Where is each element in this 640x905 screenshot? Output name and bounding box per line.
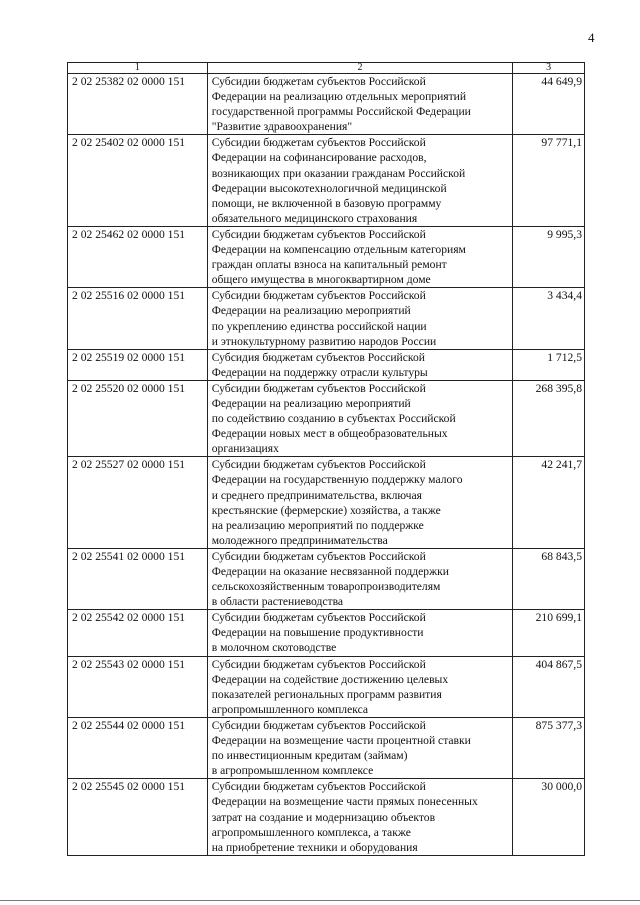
column-number-row [68, 63, 585, 74]
amount-cell: 42 241,7 [513, 457, 585, 549]
description-line: затрат на создание и модернизацию объектов [211, 810, 436, 824]
description-cell [207, 717, 513, 778]
column-number-3: 3 [513, 63, 585, 74]
description-line: агропромышленного комплекса [211, 702, 369, 716]
description-line: Субсидии бюджетам субъектов Российской [211, 136, 426, 150]
description-line: Федерации на реализацию мероприятий [211, 304, 411, 318]
amount-cell: 210 699,1 [513, 610, 585, 656]
amount-cell: 404 867,5 [513, 656, 585, 717]
description-line: показателей региональных программ развития [211, 687, 442, 701]
description-line: Федерации на повышение продуктивности [211, 626, 424, 640]
description-line: Федерации на оказание несвязанной поддержки [211, 565, 449, 578]
description-line: государственной программы Российской Федерации [211, 105, 471, 119]
description-line: и этнокультурному развитию народов России [211, 334, 437, 348]
table-row [68, 548, 585, 609]
description-cell [207, 226, 513, 287]
description-line: агропромышленного комплекса, а также [211, 825, 411, 839]
table-row [68, 656, 585, 717]
description-line: Федерации на содействие достижению целевых [211, 672, 449, 686]
description-line: в агропромышленном комплексе [211, 764, 374, 778]
description-line: Федерации на реализацию мероприятий [211, 396, 411, 410]
description-line: "Развитие здравоохранения" [211, 120, 353, 134]
description-line: Субсидии бюджетам субъектов Российской [211, 75, 426, 88]
description-line: на приобретение техники и оборудования [211, 840, 418, 854]
description-line: сельскохозяйственным товаропроизводителям [211, 580, 441, 594]
table-row [68, 226, 585, 287]
description-line: возникающих при оказании гражданам Российской [211, 166, 466, 180]
budget-code-cell: 2 02 25382 02 0000 151 [68, 74, 208, 135]
description-line: Федерации высокотехнологичной медицинской [211, 181, 447, 195]
amount-cell: 875 377,3 [513, 717, 585, 778]
description-line: организациях [211, 442, 279, 456]
amount-cell: 3 434,4 [513, 288, 585, 349]
table-row [68, 349, 585, 380]
amount-cell: 68 843,5 [513, 548, 585, 609]
description-line: Субсидии бюджетам субъектов Российской [211, 611, 426, 625]
description-line: Субсидия бюджетам субъектов Российской [211, 350, 425, 364]
table-row [68, 135, 585, 227]
description-line: граждан оплаты взноса на капитальный ремонт [211, 258, 447, 272]
budget-code-cell: 2 02 25516 02 0000 151 [68, 288, 208, 349]
description-cell [207, 656, 513, 717]
budget-code-cell: 2 02 25542 02 0000 151 [68, 610, 208, 656]
budget-code-cell: 2 02 25545 02 0000 151 [68, 779, 208, 855]
description-line: и среднего предпринимательства, включая [211, 488, 422, 502]
table-row [68, 288, 585, 349]
description-line: Федерации на реализацию отдельных мероприятий [211, 90, 467, 104]
description-line: по инвестиционным кредитам (займам) [211, 749, 408, 763]
budget-code-cell: 2 02 25543 02 0000 151 [68, 656, 208, 717]
table-row [68, 779, 585, 855]
description-cell [207, 548, 513, 609]
scan-edge-line [0, 900, 640, 901]
budget-code-cell: 2 02 25402 02 0000 151 [68, 135, 208, 227]
description-line: Федерации на возмещение части процентной ставки [211, 734, 471, 748]
description-line: по содействию созданию в субъектах Российской [211, 412, 456, 426]
description-line: в молочном скотоводстве [211, 641, 337, 655]
description-line: Федерации на поддержку отрасли культуры [211, 365, 428, 379]
budget-code-cell: 2 02 25541 02 0000 151 [68, 548, 208, 609]
budget-code-cell: 2 02 25519 02 0000 151 [68, 349, 208, 380]
table-row [68, 457, 585, 549]
description-line: Субсидии бюджетам субъектов Российской [211, 289, 426, 303]
description-line: молодежного предпринимательства [211, 533, 388, 547]
description-line: Субсидии бюджетам субъектов Российской [211, 381, 426, 395]
description-cell [207, 349, 513, 380]
description-line: Федерации на компенсацию отдельным категориям [211, 243, 466, 257]
table-row [68, 380, 585, 456]
amount-cell: 1 712,5 [513, 349, 585, 380]
description-cell [207, 610, 513, 656]
budget-code-cell: 2 02 25520 02 0000 151 [68, 380, 208, 456]
description-line: по укреплению единства российской нации [211, 319, 427, 333]
description-cell [207, 288, 513, 349]
amount-cell: 9 995,3 [513, 226, 585, 287]
page-number: 4 [588, 30, 595, 45]
description-line: Субсидии бюджетам субъектов Российской [211, 227, 426, 241]
description-line: Федерации на софинансирование расходов, [211, 151, 427, 165]
description-line: крестьянские (фермерские) хозяйства, а также [211, 503, 441, 517]
amount-cell: 30 000,0 [513, 779, 585, 855]
description-cell [207, 380, 513, 456]
description-line: Федерации на государственную поддержку малого [211, 473, 463, 487]
description-cell [207, 74, 513, 135]
table-row [68, 717, 585, 778]
table-row [68, 610, 585, 656]
description-line: Федерации новых мест в общеобразовательных [211, 427, 448, 441]
budget-code-cell: 2 02 25527 02 0000 151 [68, 457, 208, 549]
description-line: Субсидии бюджетам субъектов Российской [211, 718, 426, 732]
description-cell [207, 779, 513, 855]
description-line: на реализацию мероприятий по поддержке [211, 518, 424, 532]
budget-table [67, 62, 585, 856]
description-cell [207, 457, 513, 549]
table-row [68, 74, 585, 135]
description-line: Федерации на возмещение части прямых понесенных [211, 795, 478, 809]
amount-cell: 268 395,8 [513, 380, 585, 456]
description-line: в области растениеводства [211, 595, 344, 609]
description-line: Субсидии бюджетам субъектов Российской [211, 657, 426, 671]
budget-code-cell: 2 02 25544 02 0000 151 [68, 717, 208, 778]
description-line: обязательного медицинского страхования [211, 211, 418, 225]
amount-cell: 44 649,9 [513, 74, 585, 135]
description-line: Субсидии бюджетам субъектов Российской [211, 780, 426, 794]
description-line: Субсидии бюджетам субъектов Российской [211, 458, 426, 472]
amount-cell: 97 771,1 [513, 135, 585, 227]
budget-table-body [68, 63, 585, 856]
column-number-2: 2 [207, 63, 513, 74]
description-line: общего имущества в многоквартирном доме [211, 273, 431, 287]
description-cell [207, 135, 513, 227]
column-number-1: 1 [68, 63, 208, 74]
budget-code-cell: 2 02 25462 02 0000 151 [68, 226, 208, 287]
description-line: помощи, не включенной в базовую программу [211, 196, 442, 210]
description-line: Субсидии бюджетам субъектов Российской [211, 549, 426, 563]
